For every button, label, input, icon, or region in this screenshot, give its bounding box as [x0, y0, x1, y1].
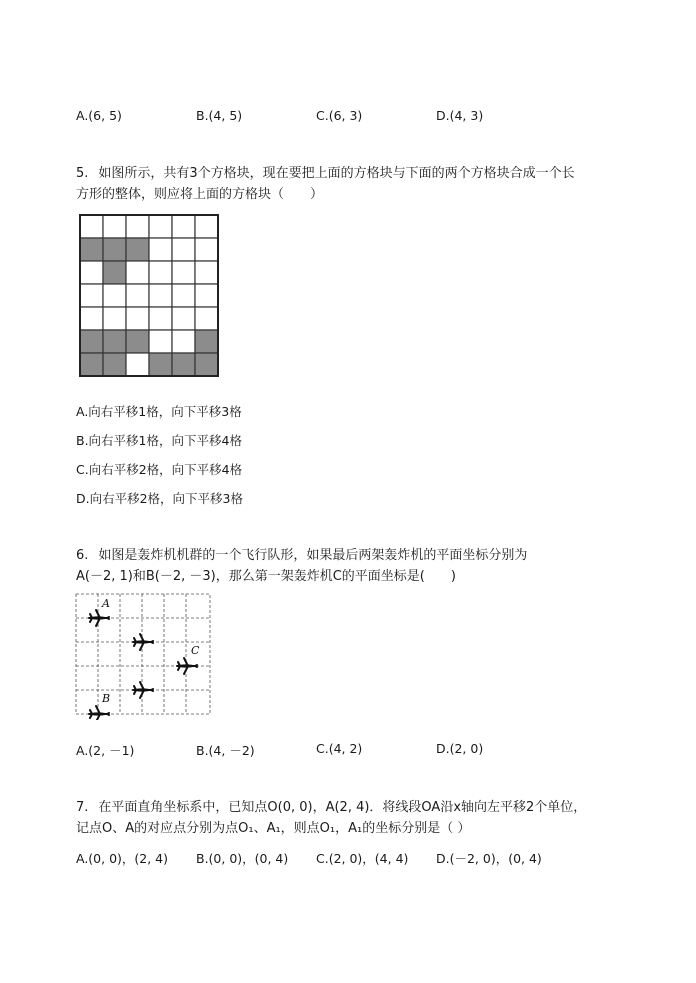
- grid-cell-shaded: [126, 238, 149, 261]
- q4-option-a: A.(6, 5): [76, 108, 122, 123]
- q7-number: 7.: [76, 800, 89, 815]
- grid-cell: [195, 284, 218, 307]
- q6-number: 6.: [76, 548, 89, 563]
- q6-option-d: D.(2, 0): [436, 741, 484, 756]
- q7-text-line1: 在平面直角坐标系中，已知点O(0, 0)，A(2, 4)．将线段OA沿x轴向左平移2个单位，: [98, 800, 587, 815]
- bomber-a-icon: [89, 610, 109, 626]
- grid-cell: [126, 261, 149, 284]
- q7-option-a: A.(0, 0)，(2, 4): [76, 851, 169, 866]
- q7-option-d: D.(－2, 0)，(0, 4): [436, 851, 542, 866]
- grid-cell-shaded: [80, 238, 103, 261]
- grid-cell: [172, 261, 195, 284]
- q6-stem: [76, 545, 616, 587]
- grid-cell: [172, 238, 195, 261]
- q6-text-line1: 如图是轰炸机机群的一个飞行队形，如果最后两架轰炸机的平面坐标分别为: [98, 548, 528, 563]
- grid-cell: [103, 284, 126, 307]
- q7-option-c: C.(2, 0)，(4, 4): [316, 851, 409, 866]
- q5-choice-c: C.向右平移2格，向下平移4格: [76, 462, 243, 477]
- q7-stem: [76, 797, 616, 839]
- grid-cell: [80, 261, 103, 284]
- grid-cell-shaded: [103, 238, 126, 261]
- q5-number: 5.: [76, 166, 89, 181]
- grid-cell: [149, 261, 172, 284]
- bomber-icon: [133, 682, 153, 698]
- q6-text-line2: A(－2, 1)和B(－2, －3)，那么第一架轰炸机C的平面坐标是( ): [76, 569, 456, 584]
- bomber-c-icon: [177, 658, 197, 674]
- q5-text-line2: 方形的整体，则应将上面的方格块（ ）: [76, 187, 324, 202]
- q4-option-c: C.(6, 3): [316, 108, 363, 123]
- grid-cell: [103, 215, 126, 238]
- grid-cell: [80, 284, 103, 307]
- q5-grid-figure: [78, 213, 222, 377]
- grid-cell-shaded: [172, 353, 195, 376]
- grid-cell: [172, 330, 195, 353]
- grid-cell-shaded: [195, 353, 218, 376]
- grid-cell: [126, 353, 149, 376]
- q7-text-line2: 记点O、A的对应点分别为点O₁、A₁，则点O₁，A₁的坐标分别是（ ）: [76, 821, 471, 836]
- grid-cell: [149, 284, 172, 307]
- q6-bomber-formation-figure: [74, 592, 214, 720]
- grid-cell-shaded: [80, 330, 103, 353]
- q6-option-a: A.(2, －1): [76, 743, 135, 758]
- grid-cell-shaded: [103, 330, 126, 353]
- grid-cell: [80, 215, 103, 238]
- grid-cell: [80, 307, 103, 330]
- grid-cell: [103, 307, 126, 330]
- grid-cell: [172, 284, 195, 307]
- q5-text-line1: 如图所示，共有3个方格块，现在要把上面的方格块与下面的两个方格块合成一个长: [98, 166, 575, 181]
- grid-cell: [149, 238, 172, 261]
- grid-cell-shaded: [103, 353, 126, 376]
- bomber-icon: [133, 634, 153, 650]
- grid-cell-shaded: [126, 330, 149, 353]
- label-c: C: [191, 644, 200, 657]
- grid-cell: [126, 307, 149, 330]
- q6-option-c: C.(4, 2): [316, 741, 363, 756]
- bomber-b-icon: [89, 706, 109, 720]
- grid-cell: [126, 284, 149, 307]
- grid-cell: [149, 330, 172, 353]
- q6-option-b: B.(4, －2): [196, 743, 255, 758]
- grid-cell: [195, 238, 218, 261]
- q7-option-b: B.(0, 0)，(0, 4): [196, 851, 289, 866]
- q5-choice-d: D.向右平移2格，向下平移3格: [76, 491, 244, 506]
- q5-choice-b: B.向右平移1格，向下平移4格: [76, 433, 242, 448]
- grid-cell: [195, 215, 218, 238]
- grid-cell-shaded: [80, 353, 103, 376]
- grid-cell: [172, 215, 195, 238]
- grid-cell: [195, 307, 218, 330]
- label-b: B: [102, 692, 111, 705]
- grid-cell: [195, 261, 218, 284]
- q4-option-d: D.(4, 3): [436, 108, 484, 123]
- grid-cell-shaded: [195, 330, 218, 353]
- q5-stem: [76, 163, 616, 205]
- grid-cell-shaded: [149, 353, 172, 376]
- q5-choice-a: A.向右平移1格，向下平移3格: [76, 404, 242, 419]
- grid-cell: [126, 215, 149, 238]
- grid-cell: [172, 307, 195, 330]
- label-a: A: [102, 597, 110, 610]
- grid-cell: [149, 215, 172, 238]
- q4-option-b: B.(4, 5): [196, 108, 243, 123]
- grid-cell: [149, 307, 172, 330]
- grid-cell-shaded: [103, 261, 126, 284]
